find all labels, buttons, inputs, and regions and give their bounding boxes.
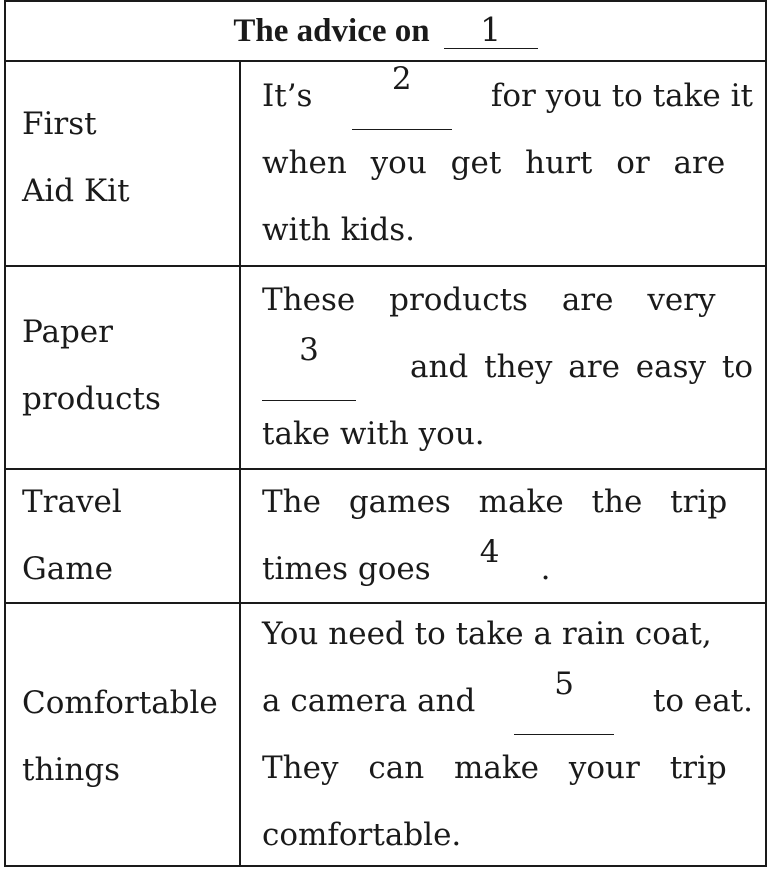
text-segment: comfortable. <box>262 816 462 853</box>
row-label-line: Comfortable <box>22 684 218 721</box>
row-label <box>6 267 241 468</box>
text-segment: times goes <box>262 551 431 587</box>
table-row-first-aid-kit <box>6 62 765 267</box>
text-line <box>262 197 753 264</box>
row-label-line: Game <box>22 551 113 587</box>
row-label-line: things <box>22 751 121 788</box>
text-line <box>262 267 753 334</box>
row-content <box>241 604 765 865</box>
text-line <box>262 665 753 735</box>
blank-2: 2 <box>352 63 452 130</box>
text-segment: . <box>540 551 551 587</box>
text-line <box>262 334 753 401</box>
row-label-line: Aid Kit <box>22 172 130 209</box>
text-segment: take with you. <box>262 416 485 452</box>
text-segment: They can make your trip <box>262 749 727 786</box>
row-content <box>241 62 765 265</box>
row-label <box>6 470 241 602</box>
title-text: The advice on <box>233 13 430 49</box>
row-content <box>241 470 765 602</box>
text-line <box>262 401 753 468</box>
text-line <box>262 802 753 869</box>
text-line <box>262 469 753 536</box>
text-segment: for you to take it <box>490 78 753 114</box>
text-segment: It’s <box>262 78 313 114</box>
blank-3: 3 <box>262 334 356 401</box>
row-content <box>241 267 765 468</box>
row-label-line: Paper <box>22 313 113 350</box>
table-row-travel-game <box>6 470 765 604</box>
text-segment: and they are easy to <box>409 349 753 385</box>
blank-1: 1 <box>444 13 538 49</box>
advice-table <box>4 0 767 867</box>
text-line <box>262 735 753 802</box>
text-segment: These products are very <box>262 282 716 318</box>
row-label-line: Travel <box>22 484 122 520</box>
text-segment: a camera and <box>262 682 476 719</box>
row-label <box>6 604 241 865</box>
text-line <box>262 130 753 197</box>
text-line <box>262 63 753 130</box>
row-label <box>6 62 241 265</box>
row-label-line: products <box>22 380 161 417</box>
text-segment: to eat. <box>652 682 753 719</box>
text-segment: with kids. <box>262 212 416 248</box>
table-row-comfortable-things <box>6 604 765 865</box>
text-line <box>262 601 753 668</box>
blank-5: 5 <box>514 668 614 735</box>
row-label-line: First <box>22 105 97 142</box>
text-line <box>262 536 753 603</box>
blank-4: 4 <box>443 536 537 603</box>
text-segment: The games make the trip <box>262 484 728 520</box>
text-segment: You need to take a rain coat, <box>262 615 712 652</box>
text-segment: when you get hurt or are <box>262 145 726 181</box>
table-row-paper-products <box>6 267 765 470</box>
table-title <box>6 2 765 62</box>
